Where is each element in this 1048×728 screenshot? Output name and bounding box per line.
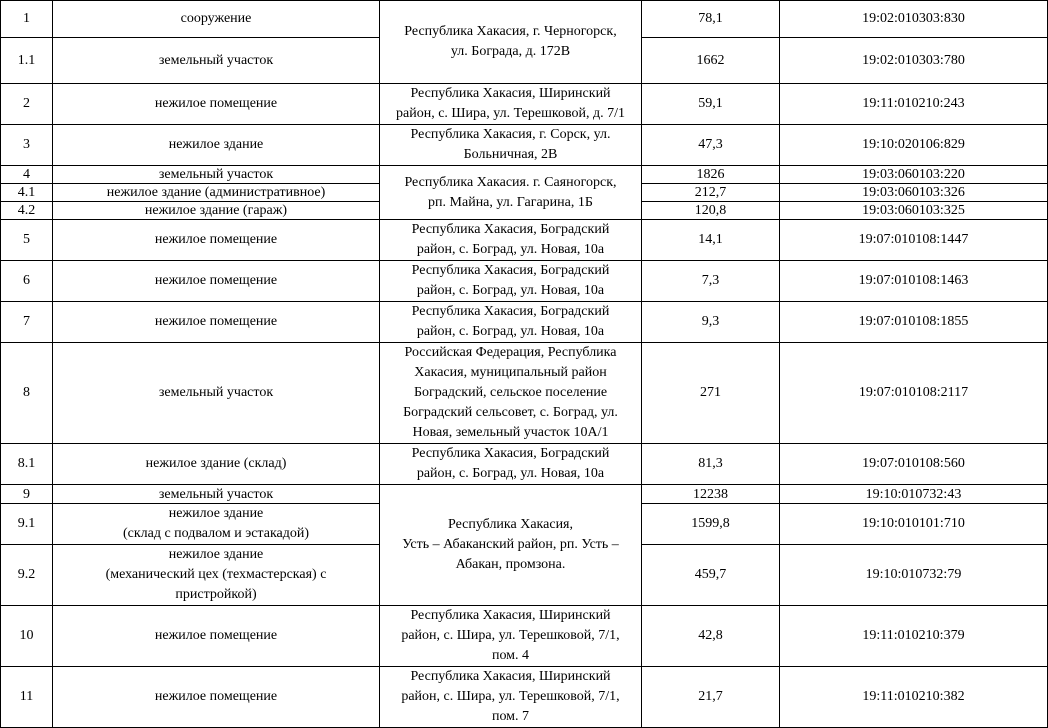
row-number: 10 bbox=[1, 606, 53, 667]
object-area: 1599,8 bbox=[642, 504, 780, 545]
object-area: 7,3 bbox=[642, 261, 780, 302]
object-area: 59,1 bbox=[642, 84, 780, 125]
row-number: 11 bbox=[1, 667, 53, 728]
object-area: 459,7 bbox=[642, 545, 780, 606]
row-number: 3 bbox=[1, 125, 53, 166]
object-type: нежилое здание (административное) bbox=[53, 184, 380, 202]
cadastral-number: 19:03:060103:325 bbox=[780, 202, 1048, 220]
table-row bbox=[1, 166, 1048, 184]
object-type: нежилое помещение bbox=[53, 667, 380, 728]
cadastral-number: 19:07:010108:560 bbox=[780, 444, 1048, 485]
object-area: 9,3 bbox=[642, 302, 780, 343]
object-address: Республика Хакасия, Усть – Абаканский район, рп. Усть – Абакан, промзона. bbox=[380, 485, 642, 606]
row-number: 4.2 bbox=[1, 202, 53, 220]
object-area: 271 bbox=[642, 343, 780, 444]
object-address: Республика Хакасия, Боградский район, с. Боград, ул. Новая, 10а bbox=[380, 444, 642, 485]
cadastral-number: 19:07:010108:2117 bbox=[780, 343, 1048, 444]
object-type: нежилое здание (склад с подвалом и эстакадой) bbox=[53, 504, 380, 545]
object-address: Республика Хакасия, г. Сорск, ул. Больничная, 2В bbox=[380, 125, 642, 166]
object-address: Республика Хакасия, Боградский район, с. Боград, ул. Новая, 10а bbox=[380, 220, 642, 261]
table-row bbox=[1, 444, 1048, 485]
cadastral-number: 19:10:010732:43 bbox=[780, 485, 1048, 504]
cadastral-number: 19:07:010108:1447 bbox=[780, 220, 1048, 261]
object-type: нежилое помещение bbox=[53, 220, 380, 261]
row-number: 6 bbox=[1, 261, 53, 302]
object-address: Республика Хакасия, Боградский район, с. Боград, ул. Новая, 10а bbox=[380, 261, 642, 302]
cadastral-number: 19:11:010210:379 bbox=[780, 606, 1048, 667]
object-type: нежилое помещение bbox=[53, 261, 380, 302]
cadastral-number: 19:02:010303:830 bbox=[780, 1, 1048, 38]
row-number: 9.1 bbox=[1, 504, 53, 545]
object-area: 212,7 bbox=[642, 184, 780, 202]
object-type: нежилое помещение bbox=[53, 302, 380, 343]
cadastral-number: 19:03:060103:326 bbox=[780, 184, 1048, 202]
object-area: 47,3 bbox=[642, 125, 780, 166]
row-number: 5 bbox=[1, 220, 53, 261]
object-address: Республика Хакасия, Ширинский район, с. Шира, ул. Терешковой, д. 7/1 bbox=[380, 84, 642, 125]
object-area: 1662 bbox=[642, 38, 780, 84]
row-number: 8.1 bbox=[1, 444, 53, 485]
object-area: 1826 bbox=[642, 166, 780, 184]
table-row bbox=[1, 1, 1048, 38]
table-row bbox=[1, 220, 1048, 261]
object-type: нежилое помещение bbox=[53, 606, 380, 667]
object-address: Республика Хакасия. г. Саяногорск, рп. Майна, ул. Гагарина, 1Б bbox=[380, 166, 642, 220]
table-row bbox=[1, 485, 1048, 504]
cadastral-number: 19:03:060103:220 bbox=[780, 166, 1048, 184]
object-address: Российская Федерация, Республика Хакасия, муниципальный район Боградский, сельское поселение Боградский сельсовет, с. Боград, ул. Новая, земельный участок 10А/1 bbox=[380, 343, 642, 444]
object-type: земельный участок bbox=[53, 166, 380, 184]
object-area: 78,1 bbox=[642, 1, 780, 38]
object-area: 12238 bbox=[642, 485, 780, 504]
object-address: Республика Хакасия, Ширинский район, с. Шира, ул. Терешковой, 7/1, пом. 4 bbox=[380, 606, 642, 667]
object-type: нежилое помещение bbox=[53, 84, 380, 125]
table-row bbox=[1, 84, 1048, 125]
cadastral-number: 19:07:010108:1855 bbox=[780, 302, 1048, 343]
object-type: нежилое здание bbox=[53, 125, 380, 166]
object-area: 21,7 bbox=[642, 667, 780, 728]
object-type: сооружение bbox=[53, 1, 380, 38]
object-area: 81,3 bbox=[642, 444, 780, 485]
object-area: 120,8 bbox=[642, 202, 780, 220]
table-row bbox=[1, 667, 1048, 728]
row-number: 2 bbox=[1, 84, 53, 125]
table-row bbox=[1, 125, 1048, 166]
object-type: земельный участок bbox=[53, 343, 380, 444]
object-area: 14,1 bbox=[642, 220, 780, 261]
row-number: 9.2 bbox=[1, 545, 53, 606]
object-type: земельный участок bbox=[53, 485, 380, 504]
table-row bbox=[1, 302, 1048, 343]
row-number: 4 bbox=[1, 166, 53, 184]
row-number: 8 bbox=[1, 343, 53, 444]
cadastral-number: 19:11:010210:382 bbox=[780, 667, 1048, 728]
table-row bbox=[1, 343, 1048, 444]
table-row bbox=[1, 606, 1048, 667]
object-address: Республика Хакасия, Ширинский район, с. Шира, ул. Терешковой, 7/1, пом. 7 bbox=[380, 667, 642, 728]
cadastral-number: 19:10:010732:79 bbox=[780, 545, 1048, 606]
cadastral-number: 19:02:010303:780 bbox=[780, 38, 1048, 84]
object-address: Республика Хакасия, Боградский район, с. Боград, ул. Новая, 10а bbox=[380, 302, 642, 343]
cadastral-number: 19:10:010101:710 bbox=[780, 504, 1048, 545]
row-number: 4.1 bbox=[1, 184, 53, 202]
row-number: 9 bbox=[1, 485, 53, 504]
object-type: земельный участок bbox=[53, 38, 380, 84]
object-type: нежилое здание (склад) bbox=[53, 444, 380, 485]
row-number: 7 bbox=[1, 302, 53, 343]
cadastral-number: 19:07:010108:1463 bbox=[780, 261, 1048, 302]
object-address: Республика Хакасия, г. Черногорск, ул. Бограда, д. 172В bbox=[380, 1, 642, 84]
row-number: 1 bbox=[1, 1, 53, 38]
object-type: нежилое здание (механический цех (техмастерская) с пристройкой) bbox=[53, 545, 380, 606]
row-number: 1.1 bbox=[1, 38, 53, 84]
table-row bbox=[1, 261, 1048, 302]
cadastral-number: 19:11:010210:243 bbox=[780, 84, 1048, 125]
object-type: нежилое здание (гараж) bbox=[53, 202, 380, 220]
object-area: 42,8 bbox=[642, 606, 780, 667]
cadastral-number: 19:10:020106:829 bbox=[780, 125, 1048, 166]
